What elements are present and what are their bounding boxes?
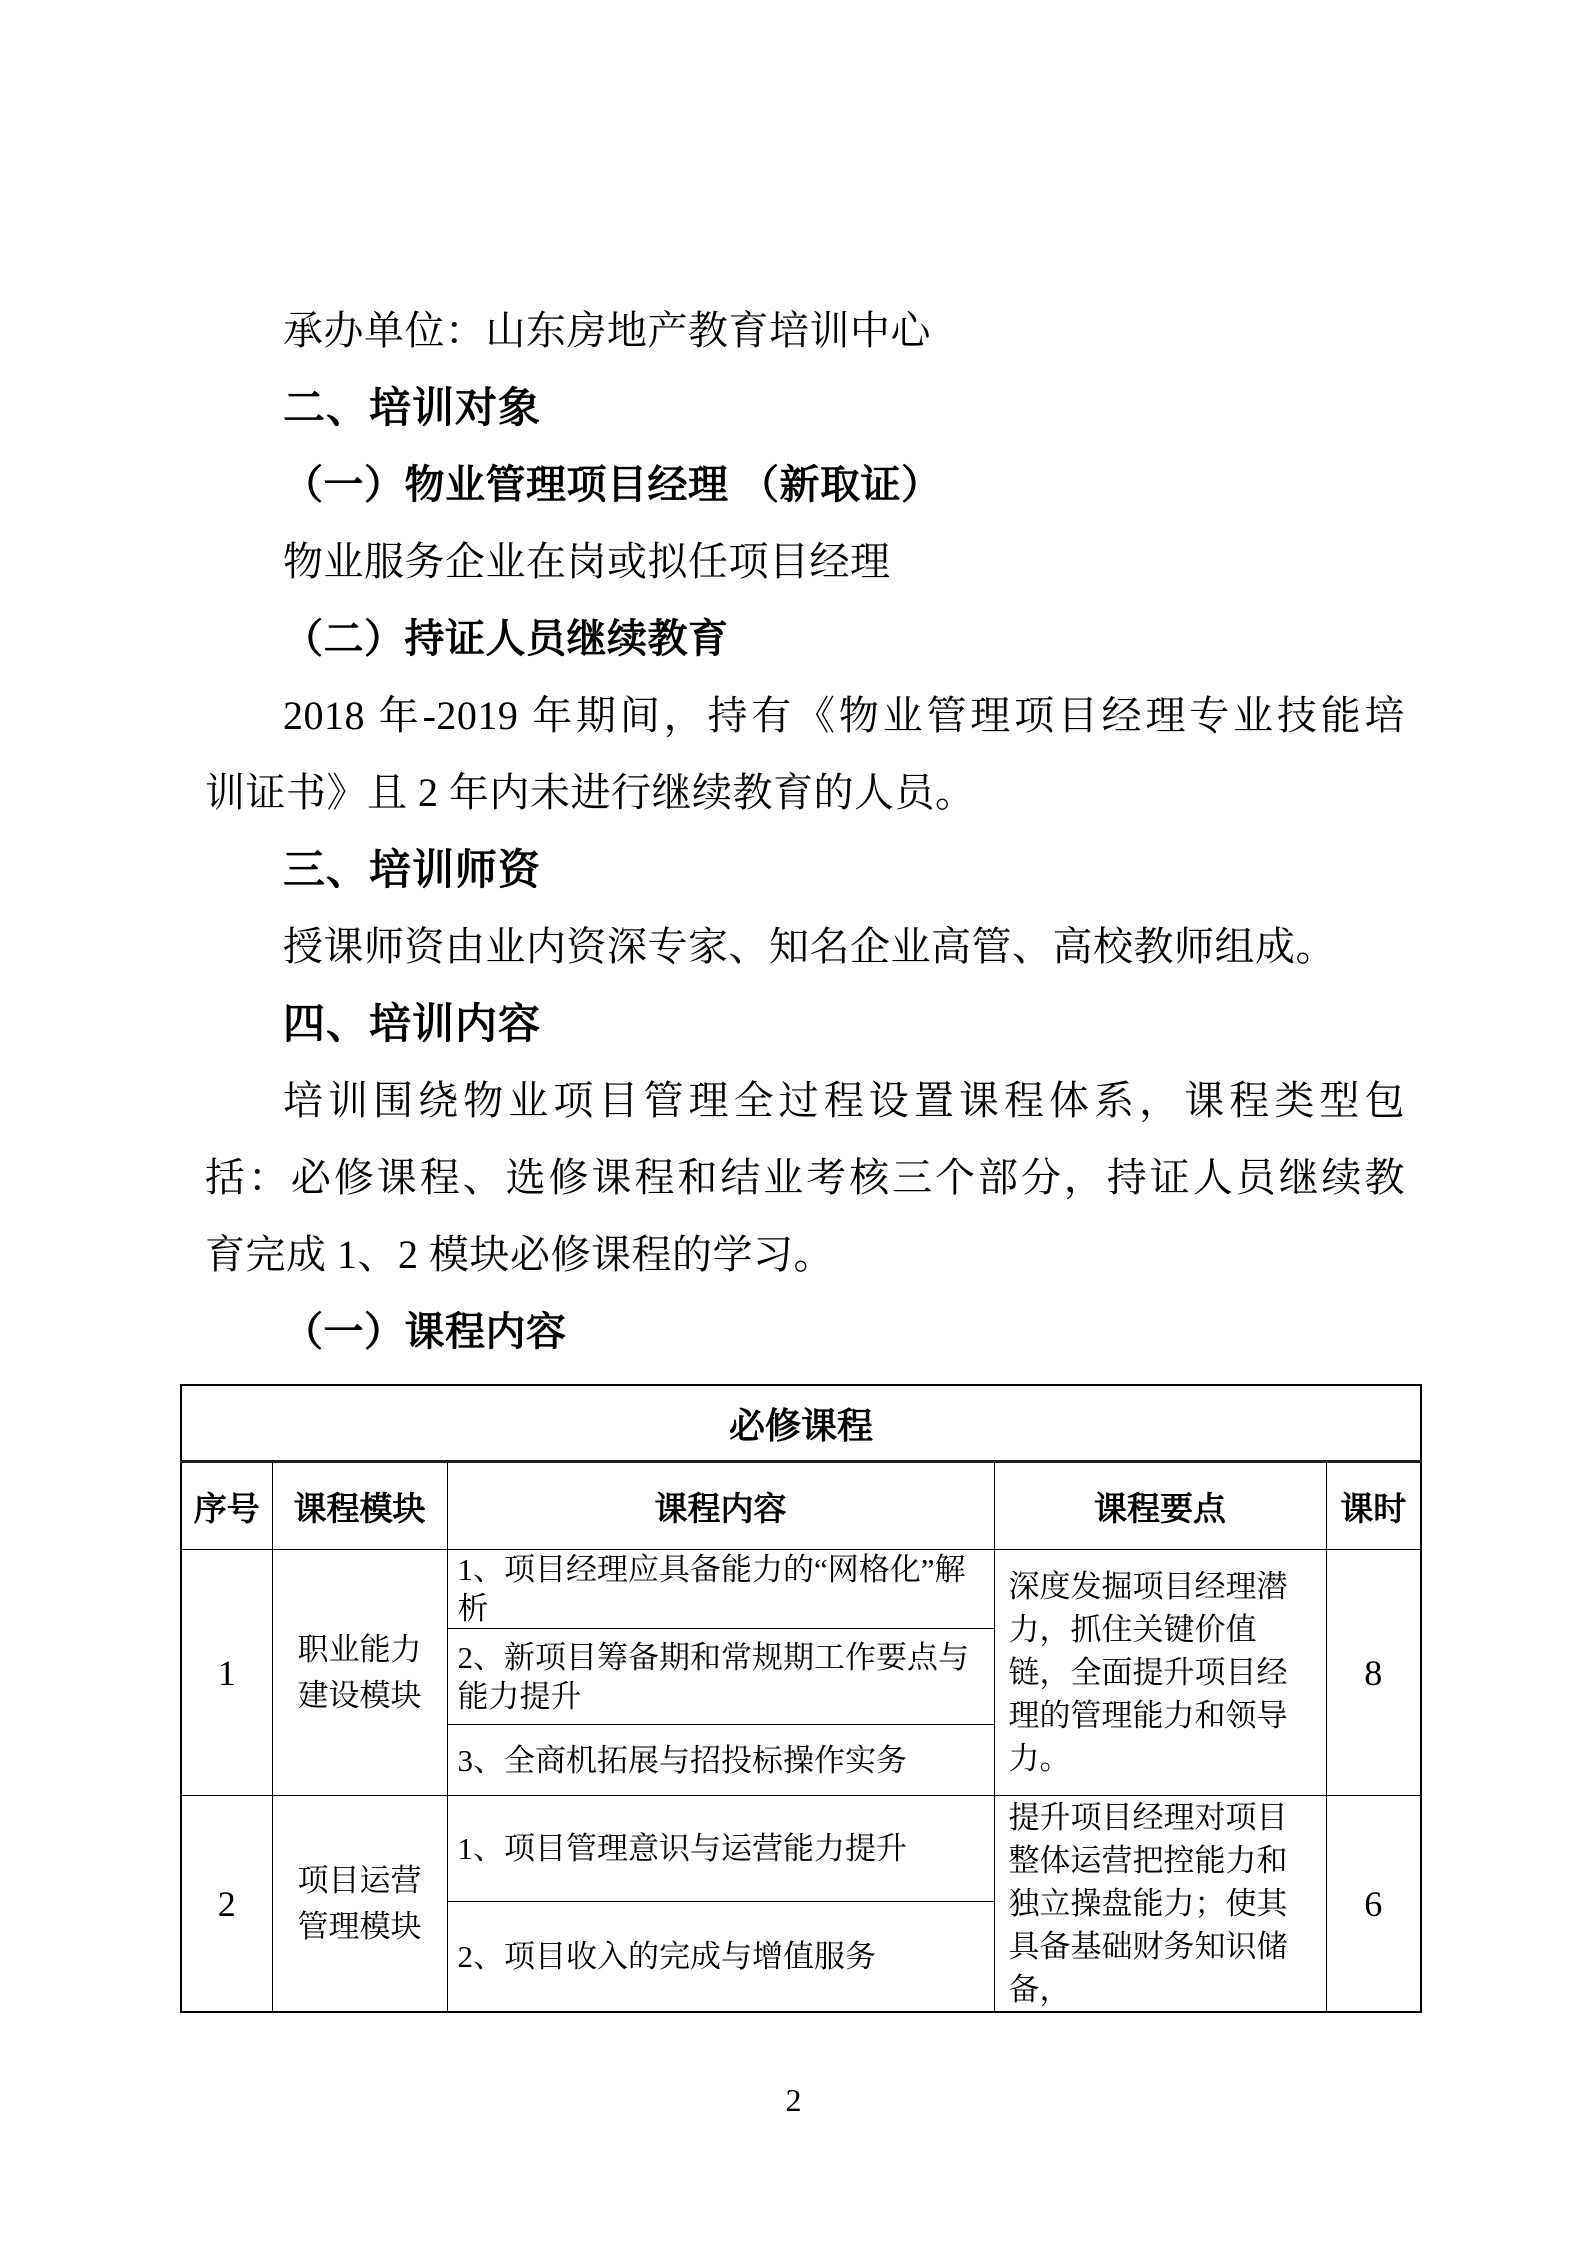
paragraph-continuing-education-line2: 训证书》且 2 年内未进行继续教育的人员。: [205, 770, 976, 815]
table-row: [181, 1796, 1421, 1902]
table-title: 必修课程: [181, 1385, 1421, 1462]
subheading-course-content: （一）课程内容: [283, 1309, 567, 1354]
column-header-hours: 课时: [1326, 1462, 1421, 1550]
row1-hours: 8: [1326, 1550, 1421, 1796]
document-body: [205, 292, 1405, 1370]
row2-module: 项目运营管理模块: [272, 1796, 447, 2013]
row2-no: 2: [181, 1796, 272, 2013]
section-heading-training-content: 四、培训内容: [283, 1000, 542, 1047]
column-header-no: 序号: [181, 1462, 272, 1550]
table-row: [181, 1550, 1421, 1629]
column-header-module: 课程模块: [272, 1462, 447, 1550]
row1-points: 深度发掘项目经理潜力，抓住关键价值链，全面提升项目经理的管理能力和领导力。: [994, 1550, 1326, 1796]
subheading-continuing-education: （二）持证人员继续教育: [283, 616, 729, 661]
row2-hours: 6: [1326, 1796, 1421, 2013]
paragraph-new-certificate: 物业服务企业在岗或拟任项目经理: [283, 539, 891, 584]
row1-module: 职业能力建设模块: [272, 1550, 447, 1796]
column-header-content: 课程内容: [447, 1462, 994, 1550]
paragraph-continuing-education-line1: 2018 年-2019 年期间，持有《物业管理项目经理专业技能培: [283, 693, 1405, 738]
required-courses-table: [180, 1384, 1422, 2013]
row1-content-1: 1、项目经理应具备能力的“网格化”解析: [447, 1550, 994, 1629]
paragraph-content-line1: 培训围绕物业项目管理全过程设置课程体系，课程类型包: [283, 1078, 1405, 1123]
row1-content-3: 3、全商机拓展与招投标操作实务: [447, 1725, 994, 1796]
row1-no: 1: [181, 1550, 272, 1796]
section-heading-training-faculty: 三、培训师资: [283, 846, 542, 893]
row2-points: 提升项目经理对项目整体运营把控能力和独立操盘能力；使其具备基础财务知识储备，: [994, 1796, 1326, 2013]
paragraph-content-line2: 括：必修课程、选修课程和结业考核三个部分，持证人员继续教: [205, 1155, 1405, 1200]
section-heading-training-targets: 二、培训对象: [283, 384, 542, 431]
organizer-line: 承办单位：山东房地产教育培训中心: [283, 308, 931, 353]
row2-content-1: 1、项目管理意识与运营能力提升: [447, 1796, 994, 1902]
column-header-points: 课程要点: [994, 1462, 1326, 1550]
page-number: 2: [785, 2082, 802, 2118]
subheading-new-certificate: （一）物业管理项目经理 （新取证）: [283, 462, 942, 507]
paragraph-content-line3: 育完成 1、2 模块必修课程的学习。: [205, 1232, 834, 1277]
row1-content-2: 2、新项目筹备期和常规期工作要点与能力提升: [447, 1629, 994, 1725]
paragraph-faculty: 授课师资由业内资深专家、知名企业高管、高校教师组成。: [283, 924, 1336, 969]
row2-content-2: 2、项目收入的完成与增值服务: [447, 1902, 994, 2012]
